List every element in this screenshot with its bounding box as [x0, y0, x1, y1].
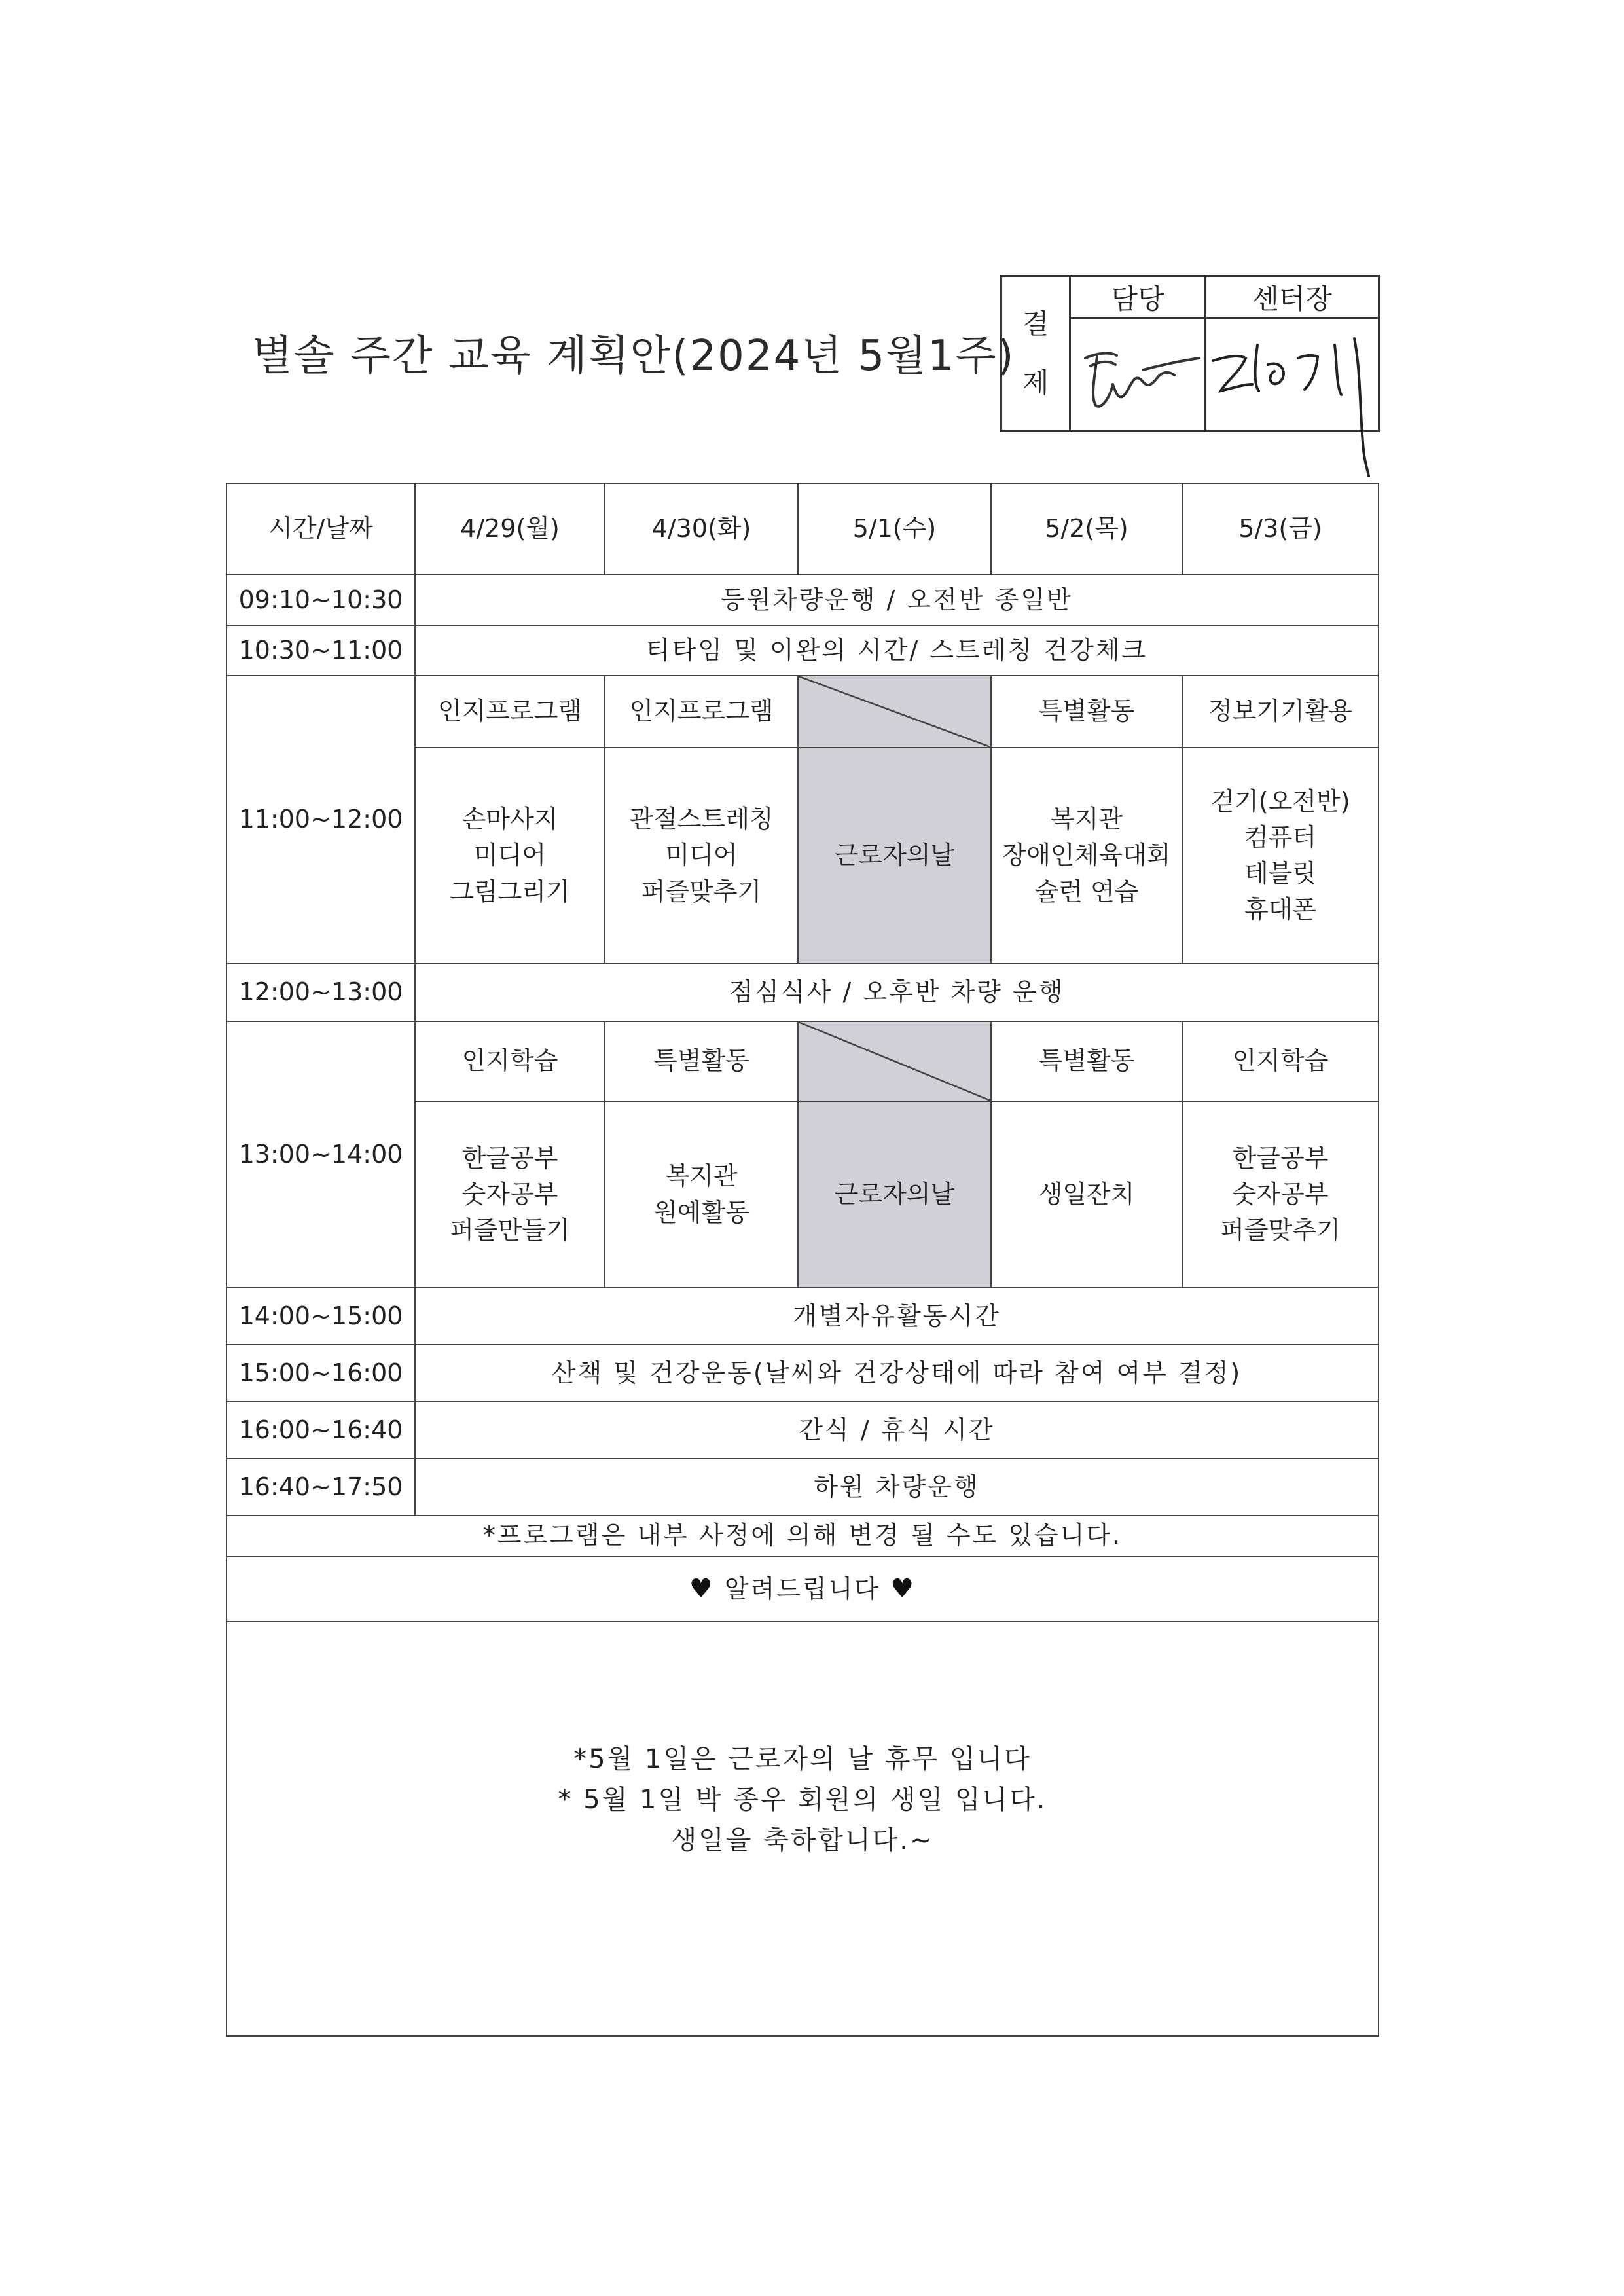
subject-cell-tue: 특별활동: [605, 1021, 798, 1101]
activity-cell-thu: 복지관 장애인체육대회 슐런 연습: [991, 748, 1182, 964]
subject-cell-tue: 인지프로그램: [605, 676, 798, 748]
table-header-row: [226, 483, 1379, 575]
heart-icon: ♥: [689, 1574, 715, 1604]
time-cell: 15:00~16:00: [226, 1345, 415, 1402]
approval-director-column: [1206, 277, 1378, 430]
header-day-tue: 4/30(화): [605, 483, 798, 575]
table-row: [226, 1459, 1379, 1516]
subject-cell-thu: 특별활동: [991, 676, 1182, 748]
approval-box: [1000, 275, 1380, 432]
approval-manager-header: 담당: [1071, 277, 1204, 319]
subject-cell-fri: 인지학습: [1182, 1021, 1379, 1101]
announce-body-cell: [226, 1622, 1379, 2036]
page-title: 별솔 주간 교육 계획안(2024년 5월1주): [252, 332, 1015, 380]
time-cell: 10:30~11:00: [226, 625, 415, 676]
approval-label-top: 결: [1022, 308, 1049, 340]
holiday-cell: 근로자의날: [798, 1101, 991, 1288]
merged-activity-cell: 개별자유활동시간: [415, 1288, 1379, 1345]
activity-cell-thu: 생일잔치: [991, 1101, 1182, 1288]
merged-activity-cell: 하원 차량운행: [415, 1459, 1379, 1516]
holiday-diagonal-cell: [798, 1021, 991, 1101]
announce-title: 알려드립니다: [724, 1575, 881, 1603]
time-cell: 16:00~16:40: [226, 1402, 415, 1459]
table-row: [226, 625, 1379, 676]
schedule-table: [226, 483, 1379, 2037]
subject-cell-thu: 특별활동: [991, 1021, 1182, 1101]
header-day-wed: 5/1(수): [798, 483, 991, 575]
announce-line: *5월 1일은 근로자의 날 휴무 입니다: [573, 1744, 1032, 1774]
time-cell: 16:40~17:50: [226, 1459, 415, 1516]
subject-cell-fri: 정보기기활용: [1182, 676, 1379, 748]
manager-signature: [1071, 319, 1204, 430]
approval-label: [1002, 277, 1071, 430]
time-cell: 13:00~14:00: [226, 1021, 415, 1288]
table-row: [226, 1288, 1379, 1345]
time-cell: 11:00~12:00: [226, 676, 415, 964]
approval-director-header: 센터장: [1206, 277, 1378, 319]
subject-cell-mon: 인지프로그램: [415, 676, 605, 748]
subject-cell-mon: 인지학습: [415, 1021, 605, 1101]
announce-title-row: [226, 1556, 1379, 1622]
heart-icon: ♥: [890, 1574, 916, 1604]
announce-line: * 5월 1일 박 종우 회원의 생일 입니다.: [558, 1785, 1047, 1815]
table-row: [226, 964, 1379, 1021]
merged-activity-cell: 티타임 및 이완의 시간/ 스트레칭 건강체크: [415, 625, 1379, 676]
approval-label-bottom: 제: [1022, 367, 1049, 399]
merged-activity-cell: 간식 / 휴식 시간: [415, 1402, 1379, 1459]
table-row: [226, 575, 1379, 625]
time-cell: 12:00~13:00: [226, 964, 415, 1021]
merged-activity-cell: 점심식사 / 오후반 차량 운행: [415, 964, 1379, 1021]
approval-manager-column: [1071, 277, 1206, 430]
announce-line: 생일을 축하합니다.~: [671, 1825, 934, 1855]
activity-cell-fri: 걷기(오전반) 컴퓨터 테블릿 휴대폰: [1182, 748, 1379, 964]
merged-activity-cell: 산책 및 건강운동(날씨와 건강상태에 따라 참여 여부 결정): [415, 1345, 1379, 1402]
notice-row: [226, 1516, 1379, 1556]
header-day-fri: 5/3(금): [1182, 483, 1379, 575]
activity-cell-tue: 관절스트레칭 미디어 퍼즐맞추기: [605, 748, 798, 964]
header-time-date: 시간/날짜: [226, 483, 415, 575]
time-cell: 14:00~15:00: [226, 1288, 415, 1345]
header-day-thu: 5/2(목): [991, 483, 1182, 575]
holiday-diagonal-cell: [798, 676, 991, 748]
announce-body-row: [226, 1622, 1379, 2036]
table-row: [226, 1402, 1379, 1459]
notice-text: *프로그램은 내부 사정에 의해 변경 될 수도 있습니다.: [226, 1516, 1379, 1556]
activity-cell-fri: 한글공부 숫자공부 퍼즐맞추기: [1182, 1101, 1379, 1288]
director-signature: [1206, 319, 1378, 469]
announce-title-cell: [226, 1556, 1379, 1622]
holiday-cell: 근로자의날: [798, 748, 991, 964]
activity-cell-mon: 손마사지 미디어 그림그리기: [415, 748, 605, 964]
table-row: [226, 1345, 1379, 1402]
merged-activity-cell: 등원차량운행 / 오전반 종일반: [415, 575, 1379, 625]
table-row: [226, 1021, 1379, 1101]
time-cell: 09:10~10:30: [226, 575, 415, 625]
header-day-mon: 4/29(월): [415, 483, 605, 575]
activity-cell-mon: 한글공부 숫자공부 퍼즐만들기: [415, 1101, 605, 1288]
activity-cell-tue: 복지관 원예활동: [605, 1101, 798, 1288]
table-row: [226, 676, 1379, 748]
